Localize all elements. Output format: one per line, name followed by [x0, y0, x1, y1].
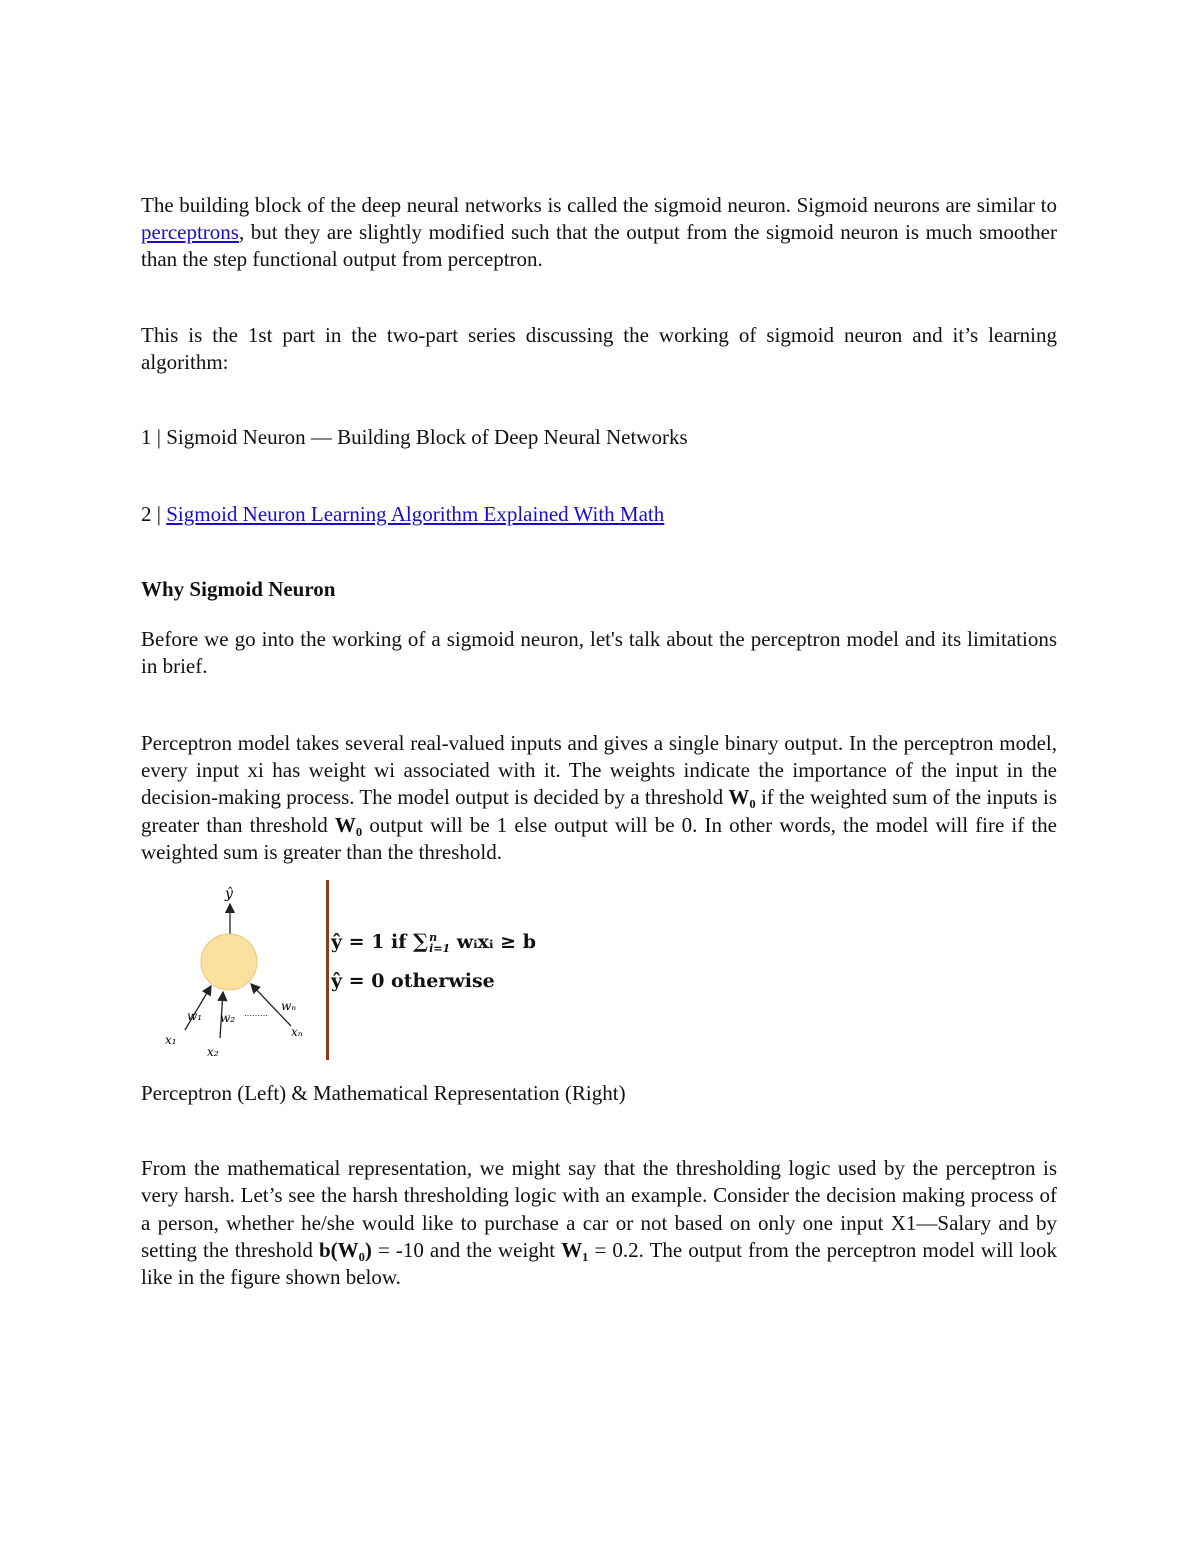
- harsh-threshold-paragraph: [141, 1155, 1057, 1291]
- figure-caption: Perceptron (Left) & Mathematical Representation (Right): [141, 1081, 626, 1106]
- output-label: ŷ: [225, 886, 233, 903]
- series-item-2: [141, 501, 1057, 528]
- limitations-paragraph: Before we go into the working of a sigmoid neuron, let's talk about the perceptron model and its limitations in brief.: [141, 626, 1057, 678]
- sum-upper: n: [429, 931, 438, 945]
- equation-fire: [331, 928, 536, 956]
- intro-text-start: The building block of the deep neural networks is called the sigmoid neuron. Sigmoid neurons are similar to: [141, 193, 1057, 217]
- input-label-2: x₂: [207, 1045, 219, 1060]
- figure-divider: [326, 880, 329, 1060]
- series-item-1: 1 | Sigmoid Neuron — Building Block of Deep Neural Networks: [141, 425, 688, 450]
- harsh-text-3: = 0.2. The output from the perceptron model will look like in the figure shown below.: [141, 1237, 1057, 1290]
- weight-label-n: wₙ: [281, 999, 297, 1014]
- eq1-lhs: ŷ = 1 if: [331, 931, 414, 954]
- neuron-node: [201, 934, 257, 990]
- eq1-rhs: wᵢxᵢ ≥ b: [450, 931, 536, 954]
- threshold-symbol: (W₀): [330, 1237, 372, 1262]
- intro-paragraph: [141, 192, 1057, 274]
- weight-label-1: w₁: [187, 1009, 203, 1024]
- harsh-text-2: = -10 and the weight: [371, 1237, 562, 1262]
- perceptron-text-1: Perceptron model takes several real-valued inputs and gives a single binary output. In the perceptron model, every input xi has weight wi associated with it. The weights indicate the importance of the input in the decision-making process. The model output is decided by a threshold: [141, 731, 1057, 810]
- perceptrons-link[interactable]: perceptrons: [141, 220, 239, 245]
- perceptron-diagram: [141, 870, 321, 1070]
- perceptron-paragraph: [141, 730, 1057, 866]
- input-arrow-1: [185, 986, 211, 1030]
- series-paragraph: This is the 1st part in the two-part series discussing the working of sigmoid neuron and it’s learning algorithm:: [141, 322, 1057, 374]
- bias-symbol: b: [318, 1237, 331, 1262]
- learning-algorithm-link[interactable]: Sigmoid Neuron Learning Algorithm Explained With Math: [166, 502, 665, 527]
- document-body: [141, 192, 1057, 1291]
- harsh-text-1: From the mathematical representation, we might say that the thresholding logic used by the perceptron is very harsh. Let’s see the harsh thresholding logic with an example. Consider the decision making process of a person, whether he/she would like to purchase a car or not based on only one input X1—Salary and by setting the threshold: [141, 1156, 1057, 1262]
- series-item-2-prefix: 2 |: [141, 502, 167, 527]
- threshold-symbol: W₀: [728, 785, 756, 810]
- weight-symbol: W₁: [561, 1237, 589, 1262]
- section-heading: Why Sigmoid Neuron: [141, 577, 336, 602]
- input-label-n: xₙ: [291, 1025, 303, 1040]
- perceptron-text-3: output will be 1 else output will be 0. In other words, the model will fire if the weighted sum is greater than the threshold.: [141, 812, 1057, 864]
- sum-symbol: ∑: [413, 929, 429, 954]
- intro-text-end: , but they are slightly modified such that the output from the sigmoid neuron is much smoother than the step functional output from perceptron.: [141, 220, 1057, 272]
- input-label-1: x₁: [165, 1033, 177, 1048]
- equation-otherwise: ŷ = 0 otherwise: [331, 970, 495, 993]
- sum-lower: i=1: [429, 942, 451, 956]
- ellipsis-dots: ………: [244, 1009, 268, 1019]
- weight-label-2: w₂: [220, 1011, 236, 1026]
- threshold-symbol: W₀: [334, 812, 363, 837]
- perceptron-text-2: if the weighted sum of the inputs is greater than threshold: [141, 785, 1058, 837]
- perceptron-figure: [141, 870, 661, 1070]
